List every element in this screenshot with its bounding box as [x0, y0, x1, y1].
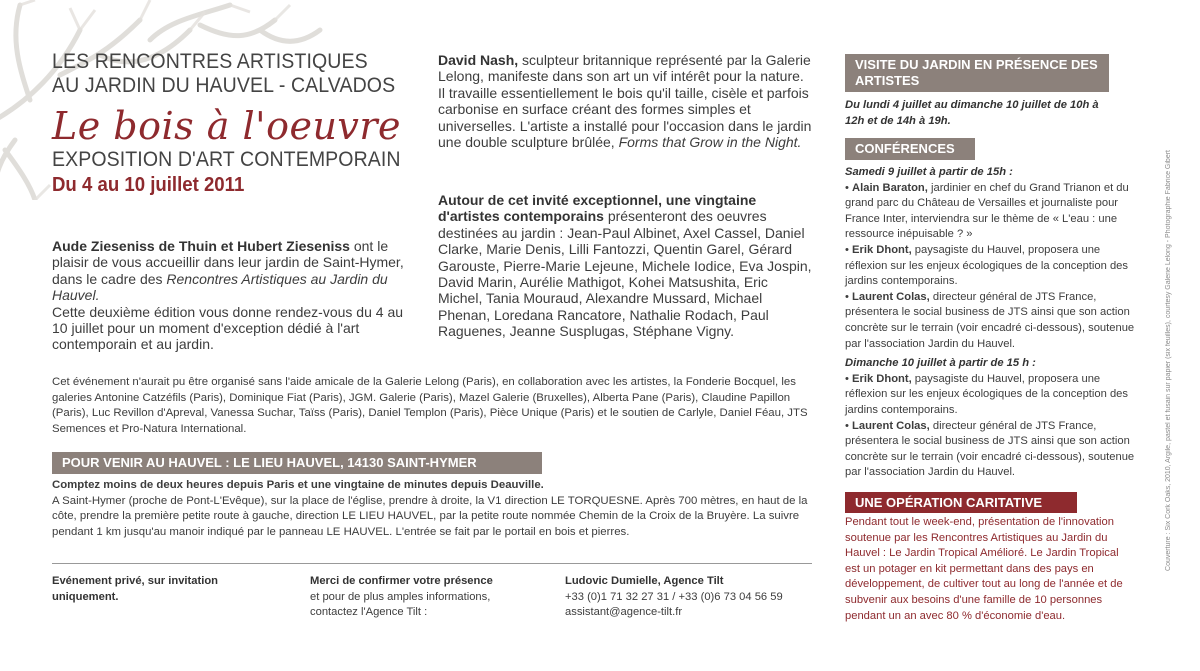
conference-day-1: Samedi 9 juillet à partir de 15h :: [845, 166, 1013, 178]
artists-paragraph: [438, 192, 813, 340]
cover-credit: Couverture : Six Cork Oaks, 2010, Argile, pastel et fusain sur papier (six feuilles), courtesy Galerie Lelong - Photographie Fabrice Gibert: [1165, 150, 1172, 571]
nash-paragraph: [438, 52, 813, 150]
speaker-name: Erik Dhont,: [852, 243, 912, 256]
footer-col-rsvp: [310, 574, 530, 621]
access-text: A Saint-Hymer (proche de Pont-L'Evêque), sur la place de l'église, prendre à droite, la V1 direction LE TORQUESNE. Après 700 mètres, en haut de la côte, prendre la première petite route à gauche, direction LE LIEU HAUVEL, par la petite route nommée Chemin de la Croix de la Bruyère. La suivre pendant 1 km jusqu'au manoir indiqué par le panneau LE HAUVEL. L'entrée se fait par le portail en bois et pierres.: [52, 494, 808, 538]
speaker-description: paysagiste du Hauvel, proposera une réflexion sur les enjeux écologiques de la conception des jardins contemporains.: [845, 372, 1128, 416]
script-title: Le bois à l'oeuvre: [52, 104, 402, 148]
conference-item: • Erik Dhont, paysagiste du Hauvel, proposera une réflexion sur les enjeux écologiques de la conception des jardins contemporains.: [845, 243, 1128, 288]
access-section: [52, 478, 812, 540]
rsvp-bold: Merci de confirmer votre présence: [310, 575, 493, 587]
conference-item: • Erik Dhont, paysagiste du Hauvel, proposera une réflexion sur les enjeux écologiques de la conception des jardins contemporains.: [845, 372, 1128, 416]
intro-text-2: Cette deuxième édition vous donne rendez-vous du 4 au 10 juillet pour un moment d'exception dédié à l'art contemporain et au jardin.: [52, 303, 404, 353]
speaker-name: Alain Baraton,: [852, 181, 928, 194]
header-line-2: AU JARDIN DU HAUVEL - CALVADOS: [52, 74, 396, 97]
access-title-bar: POUR VENIR AU HAUVEL : LE LIEU HAUVEL, 14130 SAINT-HYMER: [52, 452, 542, 474]
hosts-names: Aude Zieseniss de Thuin et Hubert Zieseniss: [52, 238, 350, 254]
private-event-text: Evénement privé, sur invitation uniquement.: [52, 575, 218, 603]
artists-text: présenteront des oeuvres destinées au jardin : Jean-Paul Albinet, Axel Cassel, Daniel Clarke, Marie Denis, Lilli Fantozzi, Quentin Garel, Gérard Garouste, Pierre-Marie Lejeune, Michele Iodice, Eva Jospin, David Marin, Aurélie Mathigot, Kohei Matsushita, Eric Michel, Tania Mouraud, Alexandre Mussard, Michael Phenan, Loredana Rancatore, Nathalie Rodach, Paul Raguenes, Jeanne Susplugas, Stéphane Vigny.: [438, 208, 812, 340]
thanks-paragraph: Cet événement n'aurait pu être organisé sans l'aide amicale de la Galerie Lelong (Paris), en collaboration avec les artistes, la Fonderie Bocquel, les galeries Antonine Catzéfils (Paris), Dominique Fiat (Paris), JGM. Galerie (Paris), Mazel Galerie (Bruxelles), Alberta Pane (Paris), Claudine Papillon (Paris), Luc Revillon d'Apreval, Vanessa Suchar, Taïss (Paris), Daniel Templon (Paris), Pièce Unique (Paris) et le soutien de Carlyle, Daniel Féau, JTS Semences et Pro-Natura International.: [52, 376, 808, 435]
contact-phone: +33 (0)1 71 32 27 31 / +33 (0)6 73 04 56 59: [565, 590, 783, 603]
footer-divider: [52, 563, 812, 564]
header-line-1: LES RENCONTRES ARTISTIQUES: [52, 50, 368, 73]
speaker-name: Laurent Colas,: [852, 290, 930, 303]
visit-hours: Du lundi 4 juillet au dimanche 10 juillet de 10h à 12h et de 14h à 19h.: [845, 99, 1099, 127]
rsvp-text: et pour de plus amples informations, contactez l'Agence Tilt :: [310, 590, 491, 619]
access-bold: Comptez moins de deux heures depuis Paris et une vingtaine de minutes depuis Deauville.: [52, 479, 544, 491]
speaker-description: paysagiste du Hauvel, proposera une réflexion sur les enjeux écologiques de la conception des jardins contemporains.: [845, 243, 1128, 288]
speaker-name: Erik Dhont,: [852, 372, 912, 385]
nash-italic-title: Forms that Grow in the Night.: [618, 134, 802, 151]
speaker-description: directeur général de JTS France, présentera le social business de JTS ainsi que son action concrète sur le terrain (voir encadré ci-dessous), soutenue par l'association Jardin du Hauvel.: [845, 419, 1135, 479]
charity-text: Pendant tout le week-end, présentation de l'innovation soutenue par les Rencontres Artistiques au Jardin du Hauvel : Le Jardin Tropical Amélioré. Le Jardin Tropical est un potager en kit permettant dans des pays en développement, de cultiver tout au long de l'année et de subvenir aux besoins d'une famille de 10 personnes pendant un an avec 80 % d'économie d'eau.: [845, 516, 1123, 622]
intro-paragraph: [52, 238, 412, 353]
contact-email[interactable]: assistant@agence-tilt.fr: [565, 606, 683, 619]
visit-title-bar: VISITE DU JARDIN EN PRÉSENCE DES ARTISTES: [845, 54, 1109, 92]
intro-text-italic: Rencontres Artistiques au Jardin du Hauvel.: [52, 270, 388, 304]
charity-title-bar: UNE OPÉRATION CARITATIVE: [845, 492, 1077, 513]
speaker-name: Laurent Colas,: [852, 419, 930, 432]
footer-col-private: [52, 574, 242, 605]
contact-name: Ludovic Dumielle, Agence Tilt: [565, 575, 724, 587]
exhibition-dates: Du 4 au 10 juillet 2011: [52, 174, 245, 196]
footer-col-contact: [565, 574, 815, 621]
intro-text-1: ont le plaisir de vous accueillir dans leur jardin de Saint-Hymer, dans le cadre des: [52, 238, 404, 287]
conference-item: • Alain Baraton, jardinier en chef du Grand Trianon et du grand parc du Château de Versailles et journaliste pour France Inter, interviendra sur le thème de « L'eau : une ressource inépuisable ? »: [845, 181, 1129, 241]
exhibition-subtitle: EXPOSITION D'ART CONTEMPORAIN: [52, 148, 401, 171]
nash-text: sculpteur britannique représenté par la Galerie Lelong, manifeste dans son art un vif intérêt pour la nature. Il travaille essentiellement le bois qu'il taille, cisèle et parfois carbonise en surface créant des formes simples et universelles. L'artiste a installé pour l'occasion dans le jardin une double sculpture brûlée,: [438, 52, 812, 151]
conference-item: • Laurent Colas, directeur général de JTS France, présentera le social business de JTS ainsi que son action concrète sur le terrain (voir encadré ci-dessous), soutenue par l'association Jardin du Hauvel.: [845, 290, 1135, 350]
conferences-section: [845, 165, 1145, 481]
speaker-description: jardinier en chef du Grand Trianon et du grand parc du Château de Versailles et journaliste pour France Inter, interviendra sur le thème de « L'eau : une ressource inépuisable ? »: [845, 181, 1129, 241]
artists-bold: Autour de cet invité exceptionnel, une vingtaine d'artistes contemporains: [438, 192, 757, 225]
conference-day-2: Dimanche 10 juillet à partir de 15 h :: [845, 357, 1036, 370]
speaker-description: directeur général de JTS France, présentera le social business de JTS ainsi que son action concrète sur le terrain (voir encadré ci-dessous), soutenue par l'association Jardin du Hauvel.: [845, 290, 1135, 350]
nash-name: David Nash,: [438, 52, 519, 68]
conferences-title-bar: CONFÉRENCES: [845, 138, 975, 160]
conference-item: • Laurent Colas, directeur général de JTS France, présentera le social business de JTS ainsi que son action concrète sur le terrain (voir encadré ci-dessous), soutenue par l'association Jardin du Hauvel.: [845, 419, 1135, 479]
